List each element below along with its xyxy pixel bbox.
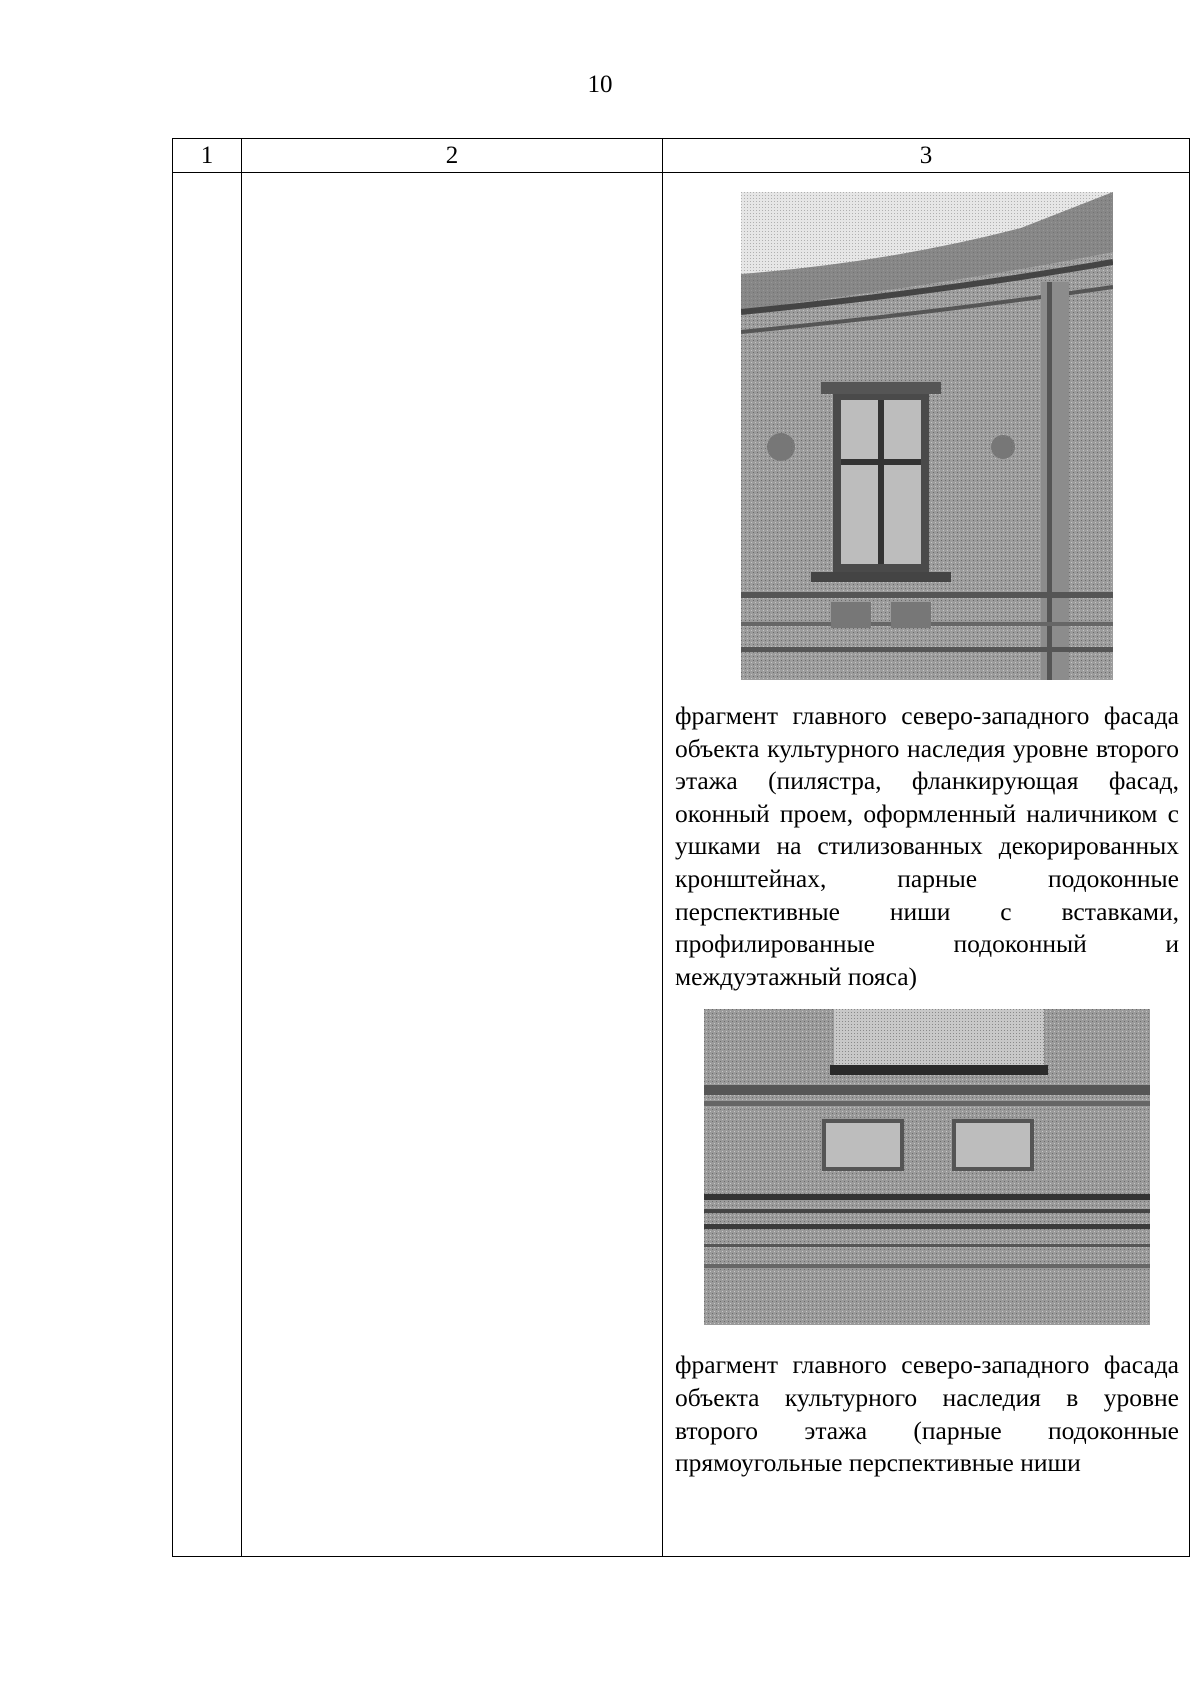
photo-2-container <box>675 1009 1179 1325</box>
cell-number <box>173 173 242 1557</box>
cell-photo-fixation <box>663 173 1190 1557</box>
header-cell-1: 1 <box>173 139 242 173</box>
header-cell-3: 3 <box>663 139 1190 173</box>
photo-1-caption: фрагмент главного северо-западного фасада объекта культурного наследия уровне второго этажа (пилястра, фланкирующая фасад, оконный проем, оформленный наличником с ушками на стилизованных декорированных кронштейнах, парные подоконные перспективные ниши с вставками, профилированные подоконный и междуэтажный пояса) <box>675 701 1179 991</box>
facade-window-photo-icon <box>741 192 1113 680</box>
cell-description <box>242 173 663 1557</box>
page-number: 10 <box>587 71 613 98</box>
photo-2-caption: фрагмент главного северо-западного фасада объекта культурного наследия в уровне второго этажа (парные подоконные прямоугольные перспективные ниши <box>675 1350 1179 1478</box>
facade-niches-photo-icon <box>704 1009 1150 1325</box>
header-cell-2: 2 <box>242 139 663 173</box>
table-row <box>173 173 1190 1557</box>
photo-1-container <box>675 192 1179 680</box>
document-table <box>172 138 1190 1557</box>
table-header-row <box>173 139 1190 173</box>
